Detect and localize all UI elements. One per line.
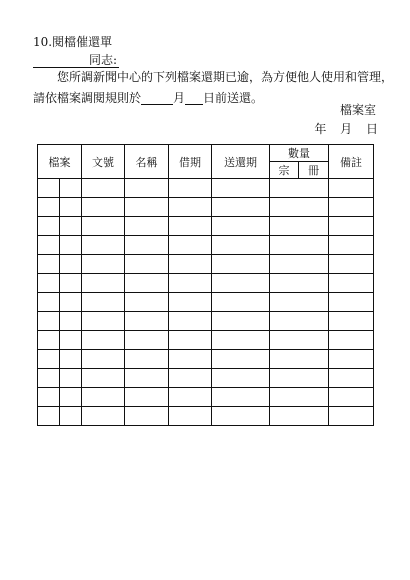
cell-doc-number[interactable] bbox=[82, 179, 125, 198]
cell-borrow-date[interactable] bbox=[169, 217, 212, 236]
notice-paragraph-line1: 您所調新聞中心的下列檔案還期已逾，為方便他人使用和管理， bbox=[57, 70, 394, 84]
cell-archive-a[interactable] bbox=[38, 198, 60, 217]
cell-borrow-date[interactable] bbox=[169, 350, 212, 369]
cell-quantity[interactable] bbox=[270, 236, 329, 255]
cell-remarks[interactable] bbox=[329, 350, 374, 369]
table-row bbox=[38, 274, 374, 293]
col-header-archive: 檔案 bbox=[38, 145, 82, 179]
cell-archive-a[interactable] bbox=[38, 293, 60, 312]
cell-remarks[interactable] bbox=[329, 217, 374, 236]
col-subheader-folder: 宗 bbox=[270, 162, 299, 179]
col-header-remarks: 備註 bbox=[329, 145, 374, 179]
cell-archive-b[interactable] bbox=[60, 369, 82, 388]
day-blank-field[interactable] bbox=[185, 92, 203, 105]
cell-borrow-date[interactable] bbox=[169, 179, 212, 198]
cell-archive-b[interactable] bbox=[60, 312, 82, 331]
month-label: 月 bbox=[173, 91, 186, 105]
col-header-quantity: 數量 bbox=[270, 145, 329, 162]
cell-name[interactable] bbox=[125, 274, 169, 293]
cell-archive-a[interactable] bbox=[38, 369, 60, 388]
cell-name[interactable] bbox=[125, 407, 169, 426]
notice-paragraph-line2 bbox=[33, 91, 383, 105]
table-row bbox=[38, 236, 374, 255]
cell-remarks[interactable] bbox=[329, 388, 374, 407]
cell-borrow-date[interactable] bbox=[169, 331, 212, 350]
cell-borrow-date[interactable] bbox=[169, 369, 212, 388]
cell-quantity[interactable] bbox=[270, 179, 329, 198]
cell-borrow-date[interactable] bbox=[169, 312, 212, 331]
cell-borrow-date[interactable] bbox=[169, 293, 212, 312]
cell-return-date[interactable] bbox=[212, 331, 270, 350]
notice-line2-suffix: 日前送還。 bbox=[203, 91, 264, 105]
cell-archive-b[interactable] bbox=[60, 255, 82, 274]
cell-return-date[interactable] bbox=[212, 407, 270, 426]
cell-remarks[interactable] bbox=[329, 312, 374, 331]
cell-quantity[interactable] bbox=[270, 388, 329, 407]
cell-quantity[interactable] bbox=[270, 350, 329, 369]
cell-remarks[interactable] bbox=[329, 179, 374, 198]
cell-quantity[interactable] bbox=[270, 255, 329, 274]
col-header-doc-number: 文號 bbox=[82, 145, 125, 179]
cell-return-date[interactable] bbox=[212, 255, 270, 274]
overdue-archive-table bbox=[37, 144, 374, 426]
cell-archive-a[interactable] bbox=[38, 407, 60, 426]
cell-archive-a[interactable] bbox=[38, 388, 60, 407]
cell-remarks[interactable] bbox=[329, 198, 374, 217]
cell-archive-b[interactable] bbox=[60, 388, 82, 407]
cell-return-date[interactable] bbox=[212, 217, 270, 236]
cell-doc-number[interactable] bbox=[82, 274, 125, 293]
cell-name[interactable] bbox=[125, 255, 169, 274]
cell-name[interactable] bbox=[125, 217, 169, 236]
cell-quantity[interactable] bbox=[270, 369, 329, 388]
cell-name[interactable] bbox=[125, 236, 169, 255]
cell-archive-a[interactable] bbox=[38, 331, 60, 350]
month-blank-field[interactable] bbox=[141, 92, 173, 105]
cell-name[interactable] bbox=[125, 312, 169, 331]
cell-borrow-date[interactable] bbox=[169, 255, 212, 274]
cell-archive-b[interactable] bbox=[60, 236, 82, 255]
addressee-suffix: 同志: bbox=[88, 53, 117, 67]
cell-doc-number[interactable] bbox=[82, 407, 125, 426]
cell-archive-b[interactable] bbox=[60, 293, 82, 312]
col-subheader-volume: 冊 bbox=[299, 162, 329, 179]
cell-borrow-date[interactable] bbox=[169, 198, 212, 217]
cell-return-date[interactable] bbox=[212, 198, 270, 217]
cell-remarks[interactable] bbox=[329, 293, 374, 312]
cell-borrow-date[interactable] bbox=[169, 236, 212, 255]
table-body bbox=[38, 179, 374, 426]
cell-doc-number[interactable] bbox=[82, 198, 125, 217]
cell-quantity[interactable] bbox=[270, 198, 329, 217]
col-header-return-date: 送還期 bbox=[212, 145, 270, 179]
table-row bbox=[38, 331, 374, 350]
cell-name[interactable] bbox=[125, 350, 169, 369]
cell-name[interactable] bbox=[125, 293, 169, 312]
table-row bbox=[38, 388, 374, 407]
cell-borrow-date[interactable] bbox=[169, 388, 212, 407]
cell-archive-b[interactable] bbox=[60, 407, 82, 426]
cell-return-date[interactable] bbox=[212, 388, 270, 407]
cell-archive-b[interactable] bbox=[60, 179, 82, 198]
cell-borrow-date[interactable] bbox=[169, 407, 212, 426]
table-row bbox=[38, 369, 374, 388]
sender-signoff: 檔案室 bbox=[339, 103, 376, 117]
cell-archive-b[interactable] bbox=[60, 198, 82, 217]
addressee-line[interactable] bbox=[33, 53, 119, 68]
table-row bbox=[38, 312, 374, 331]
col-header-borrow-date: 借期 bbox=[169, 145, 212, 179]
cell-doc-number[interactable] bbox=[82, 236, 125, 255]
table-row bbox=[38, 255, 374, 274]
table-row bbox=[38, 198, 374, 217]
cell-quantity[interactable] bbox=[270, 331, 329, 350]
notice-line2-prefix: 請依檔案調閱規則於 bbox=[33, 91, 142, 105]
cell-archive-b[interactable] bbox=[60, 350, 82, 369]
cell-archive-b[interactable] bbox=[60, 274, 82, 293]
table-row bbox=[38, 407, 374, 426]
form-title: 10.閱檔催還單 bbox=[33, 35, 113, 49]
cell-quantity[interactable] bbox=[270, 312, 329, 331]
cell-return-date[interactable] bbox=[212, 293, 270, 312]
cell-archive-a[interactable] bbox=[38, 236, 60, 255]
cell-doc-number[interactable] bbox=[82, 255, 125, 274]
cell-return-date[interactable] bbox=[212, 274, 270, 293]
table-row bbox=[38, 350, 374, 369]
cell-archive-b[interactable] bbox=[60, 331, 82, 350]
cell-doc-number[interactable] bbox=[82, 217, 125, 236]
cell-name[interactable] bbox=[125, 388, 169, 407]
table-row bbox=[38, 217, 374, 236]
cell-remarks[interactable] bbox=[329, 255, 374, 274]
cell-remarks[interactable] bbox=[329, 331, 374, 350]
cell-archive-a[interactable] bbox=[38, 179, 60, 198]
cell-remarks[interactable] bbox=[329, 407, 374, 426]
cell-doc-number[interactable] bbox=[82, 350, 125, 369]
cell-archive-a[interactable] bbox=[38, 217, 60, 236]
cell-return-date[interactable] bbox=[212, 236, 270, 255]
sign-date-line: 年 月 日 bbox=[314, 122, 378, 136]
table-row bbox=[38, 293, 374, 312]
cell-quantity[interactable] bbox=[270, 293, 329, 312]
cell-remarks[interactable] bbox=[329, 369, 374, 388]
cell-return-date[interactable] bbox=[212, 350, 270, 369]
cell-archive-a[interactable] bbox=[38, 255, 60, 274]
cell-doc-number[interactable] bbox=[82, 312, 125, 331]
cell-remarks[interactable] bbox=[329, 236, 374, 255]
cell-quantity[interactable] bbox=[270, 217, 329, 236]
cell-return-date[interactable] bbox=[212, 179, 270, 198]
cell-doc-number[interactable] bbox=[82, 388, 125, 407]
cell-return-date[interactable] bbox=[212, 369, 270, 388]
col-header-name: 名稱 bbox=[125, 145, 169, 179]
cell-name[interactable] bbox=[125, 179, 169, 198]
cell-doc-number[interactable] bbox=[82, 369, 125, 388]
cell-remarks[interactable] bbox=[329, 274, 374, 293]
cell-doc-number[interactable] bbox=[82, 331, 125, 350]
cell-archive-a[interactable] bbox=[38, 350, 60, 369]
cell-doc-number[interactable] bbox=[82, 293, 125, 312]
cell-quantity[interactable] bbox=[270, 274, 329, 293]
cell-name[interactable] bbox=[125, 198, 169, 217]
cell-quantity[interactable] bbox=[270, 407, 329, 426]
cell-archive-a[interactable] bbox=[38, 312, 60, 331]
cell-archive-a[interactable] bbox=[38, 274, 60, 293]
cell-borrow-date[interactable] bbox=[169, 274, 212, 293]
cell-name[interactable] bbox=[125, 331, 169, 350]
cell-return-date[interactable] bbox=[212, 312, 270, 331]
table-row bbox=[38, 179, 374, 198]
cell-name[interactable] bbox=[125, 369, 169, 388]
cell-archive-b[interactable] bbox=[60, 217, 82, 236]
